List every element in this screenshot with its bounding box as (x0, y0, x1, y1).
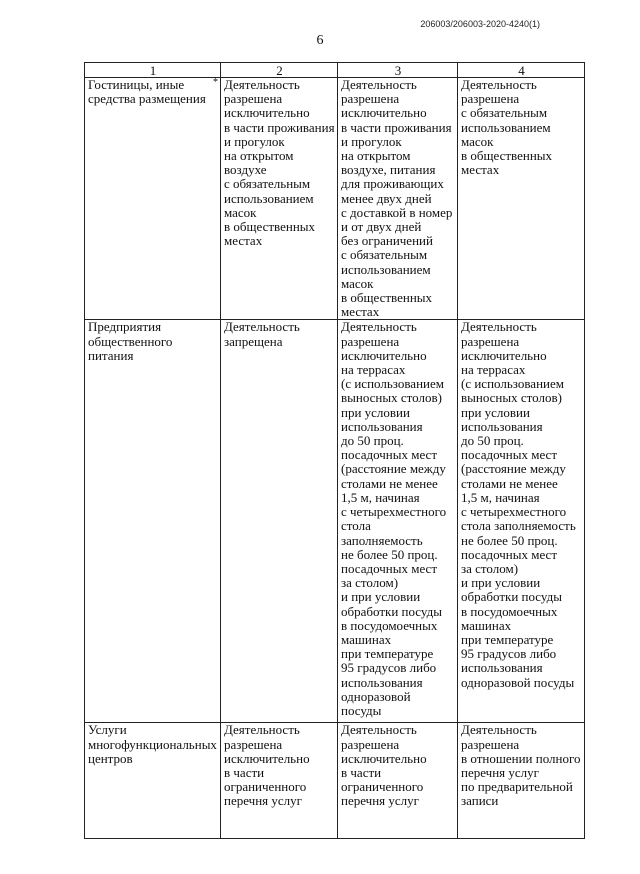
cell-line: Деятельность (224, 722, 300, 738)
cell-line: Предприятия (88, 319, 162, 335)
column-header: 4 (458, 63, 585, 78)
cell-line: в части (341, 765, 382, 781)
rule-cell (458, 320, 585, 723)
cell-line: использованием (341, 261, 431, 277)
cell-line: разрешена (341, 91, 400, 107)
cell-line: 95 градусов либо (341, 660, 437, 676)
cell-line: масок (224, 204, 257, 220)
cell-line: разрешена (224, 91, 283, 107)
cell-line: при температуре (341, 646, 434, 662)
cell-line: стола (341, 518, 371, 534)
cell-line: Деятельность (461, 319, 537, 335)
table-row (85, 78, 585, 320)
cell-line: местах (341, 304, 380, 320)
cell-line: на террасах (461, 362, 526, 378)
document-id: 206003/206003-2020-4240(1) (420, 19, 540, 29)
table-row (85, 320, 585, 723)
cell-line: средства размещения (88, 91, 206, 107)
cell-line: в посудомоечных (461, 603, 558, 619)
cell-line: Деятельность (341, 77, 417, 92)
rule-cell (458, 723, 585, 839)
cell-line: с обязательным (461, 105, 548, 121)
cell-line: и при условии (341, 589, 421, 605)
rule-cell (221, 320, 338, 723)
cell-line: посуды (341, 702, 382, 718)
cell-line: столами не менее (461, 475, 558, 491)
cell-line: выносных столов) (341, 390, 442, 406)
cell-line: Услуги (88, 722, 127, 738)
cell-line: обработки посуды (341, 603, 442, 619)
cell-line: местах (461, 162, 500, 178)
cell-line: Деятельность (461, 77, 537, 92)
column-header: 1 (85, 63, 221, 78)
cell-line: с доставкой в номер (341, 204, 453, 220)
cell-line: использования (341, 674, 423, 690)
category-cell (85, 320, 221, 723)
page-number: 6 (316, 33, 324, 48)
cell-line: Деятельность (341, 722, 417, 738)
cell-line: посадочных мест (461, 447, 558, 463)
cell-line: с четырехместного (341, 504, 447, 520)
cell-line: 1,5 м, начиная (461, 489, 540, 505)
cell-line: ограниченного (341, 779, 424, 795)
cell-line: за столом) (341, 575, 399, 591)
cell-line: машинах (461, 617, 512, 633)
cell-line: использованием (461, 119, 551, 135)
cell-line: перечня услуг (224, 793, 302, 809)
cell-line: Деятельность (461, 722, 537, 738)
cell-line: при условии (461, 404, 530, 420)
cell-line: обработки посуды (461, 589, 562, 605)
cell-line: при условии (341, 404, 410, 420)
cell-line: запрещена (224, 333, 283, 349)
cell-line: не более 50 проц. (341, 546, 438, 562)
cell-line: для проживающих (341, 176, 444, 192)
cell-line: Деятельность (224, 77, 300, 92)
cell-line: местах (224, 233, 263, 249)
cell-line: разрешена (461, 736, 520, 752)
cell-line: 95 градусов либо (461, 646, 557, 662)
column-header: 2 (221, 63, 338, 78)
table-header-row (85, 63, 585, 78)
cell-line: в общественных (461, 148, 553, 164)
cell-line: на открытом (224, 148, 294, 164)
cell-line: Деятельность (341, 319, 417, 335)
cell-line: разрешена (224, 736, 283, 752)
category-cell (85, 78, 221, 320)
cell-line: одноразовой посуды (461, 674, 575, 690)
cell-line: использования (461, 418, 543, 434)
rule-cell (338, 723, 458, 839)
cell-line: с обязательным (224, 176, 311, 192)
cell-line: в общественных (341, 290, 433, 306)
cell-line: общественного (88, 333, 173, 349)
cell-line: разрешена (341, 333, 400, 349)
cell-line: без ограничений (341, 233, 433, 249)
cell-line: (расстояние между (461, 461, 566, 477)
cell-line: в посудомоечных (341, 617, 438, 633)
cell-line: перечня услуг (341, 793, 419, 809)
cell-line: многофункциональных (88, 736, 217, 752)
cell-line: в части проживания (341, 119, 452, 135)
regulations-table (84, 62, 585, 839)
cell-line: и прогулок (341, 133, 402, 149)
cell-line: масок (461, 133, 494, 149)
cell-line: выносных столов) (461, 390, 562, 406)
rule-cell (221, 78, 338, 320)
cell-line: (с использованием (461, 376, 564, 392)
cell-line: исключительно (341, 347, 427, 363)
rule-cell (338, 78, 458, 320)
cell-line: в отношении полного (461, 750, 581, 766)
rule-cell (221, 723, 338, 839)
cell-line: в части проживания (224, 119, 335, 135)
cell-line: при температуре (461, 631, 554, 647)
cell-line: не более 50 проц. (461, 532, 558, 548)
cell-line: использования (461, 660, 543, 676)
cell-line: разрешена (461, 91, 520, 107)
rule-cell (458, 78, 585, 320)
cell-line: использования (341, 418, 423, 434)
cell-line: менее двух дней (341, 190, 432, 206)
cell-line: на террасах (341, 362, 406, 378)
cell-line: и от двух дней (341, 219, 422, 235)
cell-line: столами не менее (341, 475, 438, 491)
cell-line: питания (88, 347, 134, 363)
cell-line: с четырехместного (461, 504, 567, 520)
cell-line: Гостиницы, иные (88, 77, 185, 92)
table-row (85, 723, 585, 839)
cell-line: стола заполняемость (461, 518, 576, 534)
cell-line: до 50 проц. (341, 433, 404, 449)
cell-line: на открытом (341, 148, 411, 164)
cell-line: исключительно (224, 105, 310, 121)
cell-line: посадочных мест (341, 560, 438, 576)
cell-line: заполняемость (341, 532, 423, 548)
cell-line: разрешена (341, 736, 400, 752)
cell-line: за столом) (461, 560, 519, 576)
cell-line: ограниченного (224, 779, 307, 795)
cell-line: посадочных мест (461, 546, 558, 562)
cell-line: воздухе, питания (341, 162, 436, 178)
cell-line: (с использованием (341, 376, 444, 392)
cell-line: по предварительной (461, 779, 573, 795)
cell-line: и при условии (461, 575, 541, 591)
cell-line: разрешена (461, 333, 520, 349)
cell-line: 1,5 м, начиная (341, 489, 420, 505)
cell-line: исключительно (341, 750, 427, 766)
cell-line: (расстояние между (341, 461, 446, 477)
cell-line: перечня услуг (461, 765, 539, 781)
cell-line: использованием (224, 190, 314, 206)
cell-line: центров (88, 750, 133, 766)
cell-line: записи (461, 793, 499, 809)
footnote-marker: * (213, 77, 218, 88)
cell-line: масок (341, 275, 374, 291)
column-header: 3 (338, 63, 458, 78)
cell-line: одноразовой (341, 688, 411, 704)
cell-line: посадочных мест (341, 447, 438, 463)
cell-line: с обязательным (341, 247, 428, 263)
rule-cell (338, 320, 458, 723)
cell-line: до 50 проц. (461, 433, 524, 449)
cell-line: в общественных (224, 219, 316, 235)
cell-line: и прогулок (224, 133, 285, 149)
cell-line: исключительно (224, 750, 310, 766)
cell-line: исключительно (461, 347, 547, 363)
cell-line: Деятельность (224, 319, 300, 335)
cell-line: в части (224, 765, 265, 781)
cell-line: исключительно (341, 105, 427, 121)
cell-line: машинах (341, 631, 392, 647)
cell-line: воздухе (224, 162, 267, 178)
category-cell (85, 723, 221, 839)
